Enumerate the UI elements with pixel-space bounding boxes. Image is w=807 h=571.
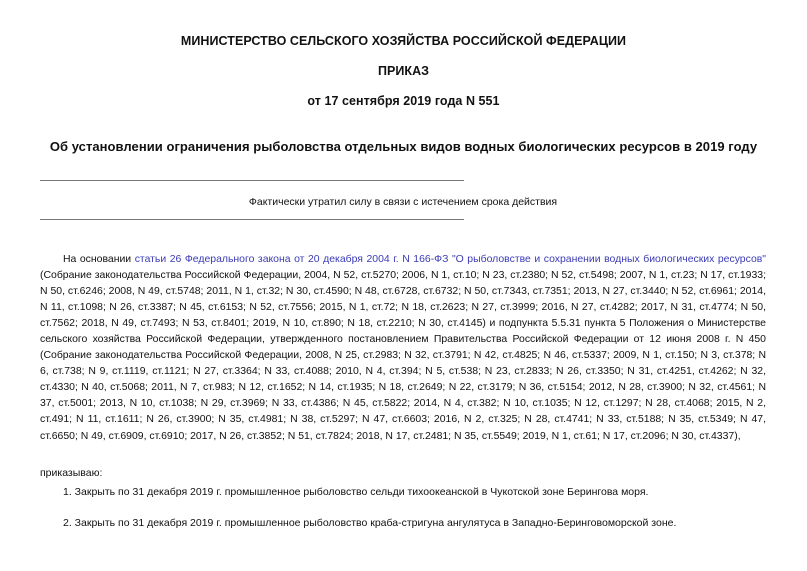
ministry-heading: МИНИСТЕРСТВО СЕЛЬСКОГО ХОЗЯЙСТВА РОССИЙСКОЙ ФЕДЕРАЦИИ	[180, 34, 627, 48]
status-note: Фактически утратил силу в связи с истечением срока действия	[248, 196, 558, 208]
order-type-heading: ПРИКАЗ	[377, 64, 430, 78]
order-date-heading: от 17 сентября 2019 года N 551	[307, 94, 500, 108]
divider-bottom	[40, 219, 464, 220]
orders-word: приказываю:	[40, 467, 103, 479]
order-item-2: 2. Закрыть по 31 декабря 2019 г. промышленное рыболовство краба-стригуна ангулятуса в Западно-Беринговоморской зоне.	[63, 517, 677, 529]
law-reference-link[interactable]: статьи 26 Федерального закона от 20 декабря 2004 г. N 166-ФЗ "О рыболовстве и сохранении водных биологических ресурсов"	[134, 254, 767, 265]
preamble-lead: На основании	[63, 254, 132, 265]
divider-top	[40, 180, 464, 181]
document-title: Об установлении ограничения рыболовства отдельных видов водных биологических ресурсов в 2019 году	[49, 139, 758, 154]
preamble-paragraph	[40, 252, 766, 445]
order-item-1: 1. Закрыть по 31 декабря 2019 г. промышленное рыболовство сельди тихоокеанской в Чукотской зоне Берингова моря.	[63, 486, 649, 498]
preamble-citations: (Собрание законодательства Российской Федерации, 2004, N 52, ст.5270; 2006, N 1, ст.10; N 23, ст.2380; N 52, ст.5498; 2007, N 1, ст.23; N 17, ст.1933; N 50, ст.6246; 2008, N 49, ст.5748; 2011, N 1, ст.32; N 30, ст.4590; N 48, ст.6728, ст.6732; N 50, ст.7343, ст.7351; 2013, N 27, ст.3440; N 52, ст.6961; 2014, N 11, ст.1098; N 26, ст.3387; N 45, ст.6153; N 52, ст.7556; 2015, N 1, ст.72; N 18, ст.2623; N 27, ст.3999; 2016, N 27, ст.4282; 2017, N 31, ст.4774; N 50, ст.7562; 2018, N 49, ст.7493; N 53, ст.8401; 2019, N 10, ст.890; N 18, ст.2210; N 30, ст.4145) и подпункта 5.5.31 пункта 5 Положения о Министерстве сельского хозяйства Российской Федерации, утвержденного постановлением Правительства Российской Федерации от 12 июня 2008 г. N 450 (Собрание законодательства Российской Федерации, 2008, N 25, ст.2983; N 32, ст.3791; N 42, ст.4825; N 46, ст.5337; 2009, N 1, ст.150; N 3, ст.378; N 6, ст.738; N 9, ст.1119, ст.1121; N 27, ст.3364; N 33, ст.4088; 2010, N 4, ст.394; N 5, ст.538; N 23, ст.2833; N 26, ст.3350; N 31, ст.4251, ст.4262; N 32, ст.4330; N 40, ст.5068; 2011, N 7, ст.983; N 12, ст.1652; N 14, ст.1935; N 18, ст.2649; N 22, ст.3179; N 36, ст.5154; 2012, N 28, ст.3900; N 32, ст.4561; N 37, ст.5001; 2013, N 10, ст.1038; N 29, ст.3969; N 33, ст.4386; N 45, ст.5822; 2014, N 4, ст.382; N 10, ст.1035; N 12, ст.1297; N 28, ст.4068; 2015, N 2, ст.491; N 11, ст.1611; N 26, ст.3900; N 35, ст.4981; N 38, ст.5297; N 47, ст.6603; 2016, N 2, ст.325; N 28, ст.4741; N 33, ст.5188; N 35, ст.5349; N 47, ст.6650; N 49, ст.6909, ст.6910; 2017, N 26, ст.3852; N 51, ст.7824; 2018, N 17, ст.2481; N 35, ст.5549; 2019, N 1, ст.61; N 17, ст.2096; N 30, ст.4337),	[40, 270, 766, 442]
